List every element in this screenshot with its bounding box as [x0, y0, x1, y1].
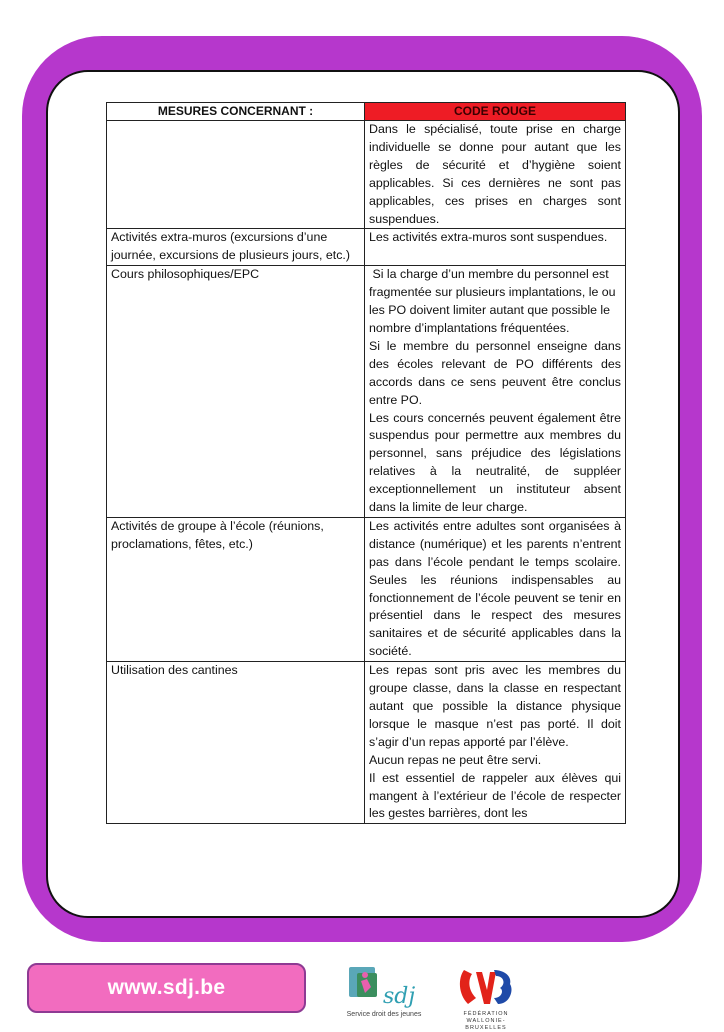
paragraph: Aucun repas ne peut être servi. — [369, 752, 542, 767]
table-header-row — [107, 103, 626, 121]
paragraph: Les activités extra-muros sont suspendues. — [369, 230, 608, 245]
row-measure-text — [365, 662, 626, 824]
website-link[interactable] — [27, 963, 306, 1013]
fwb-caption-line-2: WALLONIE-BRUXELLES — [465, 1018, 507, 1031]
paragraph: Il est essentiel de rappeler aux élèves qui mangent à l’extérieur de l’école de respecter les gestes barrières, dont les — [369, 770, 621, 821]
row-measure-label: Activités de groupe à l’école (réunions, proclamations, fêtes, etc.) — [107, 517, 365, 661]
row-measure-label: Activités extra-muros (excursions d’une journée, excursions de plusieurs jours, etc.) — [107, 229, 365, 266]
website-url[interactable]: www.sdj.be — [107, 976, 226, 999]
row-measure-text — [365, 517, 626, 661]
paragraph: Si le membre du personnel enseigne dans des écoles relevant de PO différents des accords dans ce sens peuvent être conclus entre PO. — [369, 338, 621, 407]
sdj-logo-text: sdj — [383, 984, 416, 1009]
paragraph: Si la charge d’un membre du personnel est fragmentée sur plusieurs implantations, le ou les PO doivent limiter autant que possible le nombre d’implantations fréquentées. — [369, 267, 620, 335]
table-row — [107, 121, 626, 229]
table-row — [107, 662, 626, 824]
row-measure-label: Utilisation des cantines — [107, 662, 365, 824]
table-row — [107, 517, 626, 661]
measures-table — [106, 102, 626, 824]
fwb-caption-line-1: FÉDÉRATION — [463, 1011, 509, 1017]
fwb-caption — [446, 1011, 526, 1032]
sdj-caption: Service droit des jeunes — [346, 1011, 422, 1018]
header-measures: MESURES CONCERNANT : — [107, 103, 365, 121]
row-measure-text — [365, 229, 626, 266]
paragraph: Les activités entre adultes sont organisées à distance (numérique) et les parents n’entrent pas dans l’école pendant le temps scolaire. Seules les réunions indispensables au fonctionnement de l’école peuvent se tenir en présentiel dans le respect des mesures sanitaires et de sécurité applicables dans la société. — [369, 518, 621, 659]
table-row — [107, 229, 626, 266]
row-measure-label — [107, 121, 365, 229]
paragraph: Dans le spécialisé, toute prise en charge individuelle se donne pour autant que les règles de sécurité et d’hygiène soient applicables. Si ces dernières ne sont pas applicables, ces prises en charges sont suspendues. — [369, 122, 621, 226]
paragraph: Les cours concernés peuvent également être suspendus pour permettre aux membres du personnel, sans préjudice des législations relatives à la neutralité, de suppléer exceptionnellement un instituteur absent dans la limite de leur charge. — [369, 410, 621, 515]
paragraph: Les repas sont pris avec les membres du groupe classe, dans la classe en respectant autant que possible la distance physique lorsque le masque n’est pas porté. Il doit s’agir d’un repas apporté par l’élève. — [369, 663, 621, 749]
row-measure-label: Cours philosophiques/EPC — [107, 266, 365, 518]
fwb-logo-icon — [456, 964, 516, 1012]
row-measure-text — [365, 266, 626, 518]
row-measure-text — [365, 121, 626, 229]
table-row — [107, 266, 626, 518]
header-code-rouge: CODE ROUGE — [365, 103, 626, 121]
